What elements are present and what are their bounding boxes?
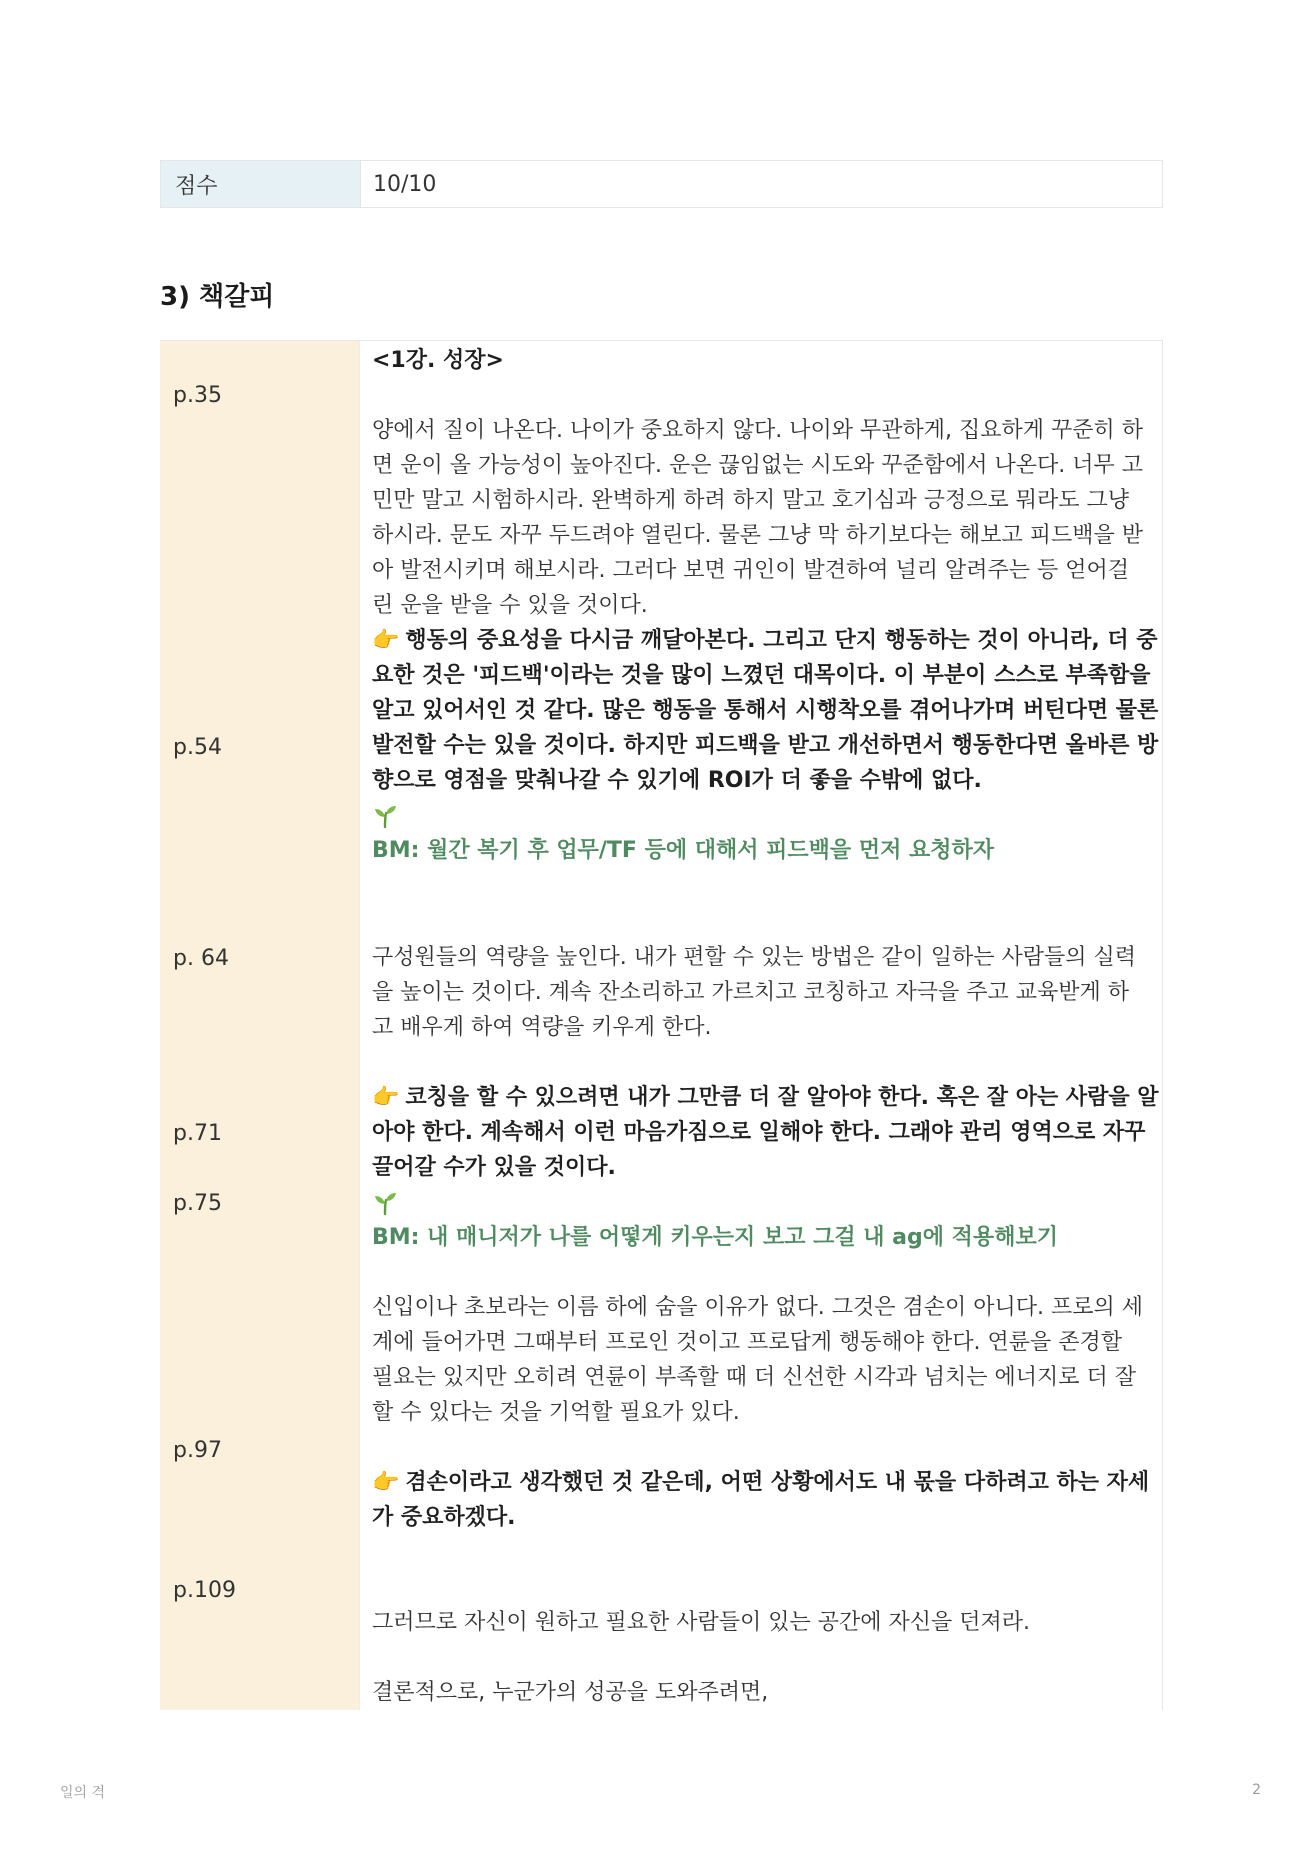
note-line: 가 중요하겠다.: [372, 1505, 516, 1530]
paragraph-line: 계에 들어가면 그때부터 프로인 것이고 프로답게 행동해야 한다. 연륜을 존경할: [372, 1330, 1122, 1355]
paragraph-line: 민만 말고 시험하시라. 완벽하게 하려 하지 말고 호기심과 긍정으로 뭐라도 그냥: [372, 488, 1129, 513]
paragraph-line: 고 배우게 하여 역량을 키우게 한다.: [372, 1015, 712, 1040]
note-text: 행동의 중요성을 다시금 깨달아본다. 그리고 단지 행동하는 것이 아니라, 더 중: [405, 628, 1158, 653]
page-ref: p. 64: [173, 946, 229, 971]
note-text: 코칭을 할 수 있으려면 내가 그만큼 더 잘 알아야 한다. 혹은 잘 아는 사람을 알: [405, 1085, 1159, 1110]
paragraph-line: 할 수 있다는 것을 기억할 필요가 있다.: [372, 1400, 740, 1425]
note-line: 향으로 영점을 맞춰나갈 수 있기에 ROI가 더 좋을 수밖에 없다.: [372, 768, 982, 793]
bookmark-table: [160, 340, 1163, 1710]
paragraph-line: 아 발전시키며 해보시라. 그러다 보면 귀인이 발견하여 널리 알려주는 등 얻어걸: [372, 558, 1129, 583]
score-value: 10/10: [373, 171, 437, 197]
bm-action-line: BM: 월간 복기 후 업무/TF 등에 대해서 피드백을 먼저 요청하자: [372, 838, 995, 863]
note-line: [372, 1080, 1159, 1115]
page-ref: p.71: [173, 1121, 222, 1146]
paragraph-line: 양에서 질이 나온다. 나이가 중요하지 않다. 나이와 무관하게, 집요하게 꾸준히 하: [372, 418, 1143, 443]
seedling-icon: [372, 1190, 398, 1216]
page-ref-column: [160, 341, 360, 1710]
page-number: 2: [1252, 1782, 1261, 1798]
paragraph-line: 을 높이는 것이다. 계속 잔소리하고 가르치고 코칭하고 자극을 주고 교육받게 하: [372, 980, 1129, 1005]
page-ref: p.54: [173, 735, 222, 760]
score-label: 점수: [161, 161, 361, 207]
bookmark-content: [360, 341, 1162, 1710]
pointing-hand-icon: 👉: [372, 628, 400, 653]
section-heading: 3) 책갈피: [160, 282, 275, 312]
footer-book-title: 일의 격: [60, 1785, 106, 1801]
bm-action-line: BM: 내 매니저가 나를 어떻게 키우는지 보고 그걸 내 ag에 적용해보기: [372, 1225, 1058, 1250]
seedling-icon: [372, 803, 398, 829]
paragraph-line: 린 운을 받을 수 있을 것이다.: [372, 593, 648, 618]
note-text: 겸손이라고 생각했던 것 같은데, 어떤 상황에서도 내 몫을 다하려고 하는 자세: [405, 1470, 1150, 1495]
paragraph-line: 면 운이 올 가능성이 높아진다. 운은 끊임없는 시도와 꾸준함에서 나온다. 너무 고: [372, 453, 1143, 478]
page-ref: p.109: [173, 1578, 236, 1603]
paragraph-line: 신입이나 초보라는 이름 하에 숨을 이유가 없다. 그것은 겸손이 아니다. 프로의 세: [372, 1295, 1143, 1320]
score-table: [160, 160, 1163, 208]
paragraph-line: 구성원들의 역량을 높인다. 내가 편할 수 있는 방법은 같이 일하는 사람들의 실력: [372, 945, 1136, 970]
page-ref: p.35: [173, 383, 222, 408]
page-ref: p.97: [173, 1438, 222, 1463]
note-line: 요한 것은 '피드백'이라는 것을 많이 느꼈던 대목이다. 이 부분이 스스로 부족함을: [372, 663, 1151, 688]
paragraph-line: 필요는 있지만 오히려 연륜이 부족할 때 더 신선한 시각과 넘치는 에너지로 더 잘: [372, 1365, 1136, 1390]
paragraph-line: 하시라. 문도 자꾸 두드려야 열린다. 물론 그냥 막 하기보다는 해보고 피드백을 받: [372, 523, 1143, 548]
paragraph-line: 결론적으로, 누군가의 성공을 도와주려면,: [372, 1680, 769, 1705]
note-line: 알고 있어서인 것 같다. 많은 행동을 통해서 시행착오를 겪어나가며 버틴다면 물론: [372, 698, 1159, 723]
pointing-hand-icon: 👉: [372, 1470, 400, 1495]
note-line: 발전할 수는 있을 것이다. 하지만 피드백을 받고 개선하면서 행동한다면 올바른 방: [372, 733, 1159, 758]
note-line: [372, 623, 1158, 658]
chapter-title: <1강. 성장>: [372, 348, 504, 373]
paragraph-line: 그러므로 자신이 원하고 필요한 사람들이 있는 공간에 자신을 던져라.: [372, 1610, 1030, 1635]
note-line: 끌어갈 수가 있을 것이다.: [372, 1155, 616, 1180]
note-line: 아야 한다. 계속해서 이런 마음가짐으로 일해야 한다. 그래야 관리 영역으로 자꾸: [372, 1120, 1146, 1145]
pointing-hand-icon: 👉: [372, 1085, 400, 1110]
note-line: [372, 1465, 1148, 1500]
page-ref: p.75: [173, 1191, 222, 1216]
